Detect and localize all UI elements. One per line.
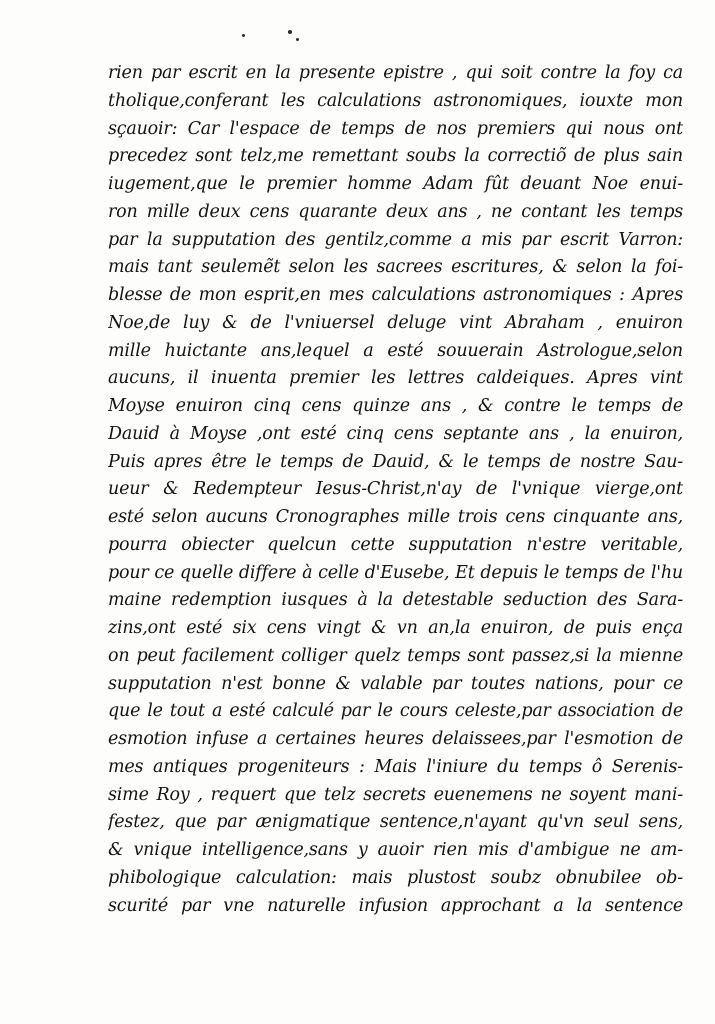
- text-line: scurité par vne naturelle infusion approchant a la sentence: [108, 895, 683, 916]
- text-line: sime Roy , requert que telz secrets euenemens ne soyent mani-: [108, 784, 683, 805]
- text-line: que le tout a esté calculé par le cours celeste,par association de: [108, 701, 683, 722]
- ink-dot: [242, 34, 245, 37]
- header-ink-marks: [238, 22, 318, 52]
- text-line: phibologique calculation: mais plustost soubz obnubilee ob-: [108, 867, 683, 888]
- text-line: zins,ont esté six cens vingt & vn an,la enuiron, de puis ença: [108, 618, 683, 638]
- text-line: Moyse enuiron cinq cens quinze ans , & contre le temps de: [108, 396, 683, 416]
- text-line: rien par escrit en la presente epistre , qui soit contre la foy ca: [108, 63, 683, 83]
- text-line: esmotion infuse a certaines heures delaissees,par l'esmotion de: [108, 729, 683, 749]
- ink-dot: [296, 38, 299, 41]
- text-line: ron mille deux cens quarante deux ans , ne contant les temps: [108, 201, 683, 222]
- text-line: Noe,de luy & de l'vniuersel deluge vint Abraham , enuiron: [108, 312, 683, 333]
- text-line: maine redemption iusques à la detestable seduction des Sara-: [108, 590, 683, 611]
- text-line: & vnique intelligence,sans y auoir rien mis d'ambigue ne am-: [108, 840, 683, 860]
- text-line: mes antiques progeniteurs : Mais l'iniure du temps ô Serenis-: [108, 756, 683, 777]
- text-line: esté selon aucuns Cronographes mille trois cens cinquante ans,: [108, 507, 683, 527]
- text-line: iugement,que le premier homme Adam fût deuant Noe enui-: [108, 174, 683, 194]
- text-line: tholique,conferant les calculations astronomiques, iouxte mon: [108, 90, 683, 111]
- text-line: aucuns, il inuenta premier les lettres caldeiques. Apres vint: [108, 368, 683, 389]
- text-line: ueur & Redempteur Iesus-Christ,n'ay de l'vnique vierge,ont: [108, 479, 683, 500]
- text-line: mais tant seulemẽt selon les sacrees escritures, & selon la foi-: [108, 257, 683, 278]
- text-line: supputation n'est bonne & valable par toutes nations, pour ce: [108, 673, 683, 694]
- text-line: mille huictante ans,lequel a esté souuerain Astrologue,selon: [108, 340, 683, 361]
- text-line: pourra obiecter quelcun cette supputation n'estre veritable,: [108, 534, 683, 555]
- text-line: par la supputation des gentilz,comme a mis par escrit Varron:: [108, 229, 683, 250]
- text-line: festez, que par ænigmatique sentence,n'ayant qu'vn seul sens,: [108, 812, 683, 833]
- text-line: on peut facilement colliger quelz temps sont passez,si la mienne: [108, 645, 683, 666]
- body-text: [108, 60, 683, 920]
- text-line: precedez sont telz,me remettant soubs la correctiõ de plus sain: [108, 146, 683, 167]
- ink-dot: [288, 30, 292, 34]
- text-line: Dauid à Moyse ,ont esté cinq cens septante ans , la enuiron,: [108, 423, 683, 444]
- text-line: pour ce quelle differe à celle d'Eusebe, Et depuis le temps de l'hu: [108, 562, 683, 583]
- text-line: blesse de mon esprit,en mes calculations astronomiques : Apres: [108, 285, 683, 305]
- text-line: Puis apres être le temps de Dauid, & le temps de nostre Sau-: [108, 451, 683, 472]
- text-line: sçauoir: Car l'espace de temps de nos premiers qui nous ont: [108, 118, 683, 139]
